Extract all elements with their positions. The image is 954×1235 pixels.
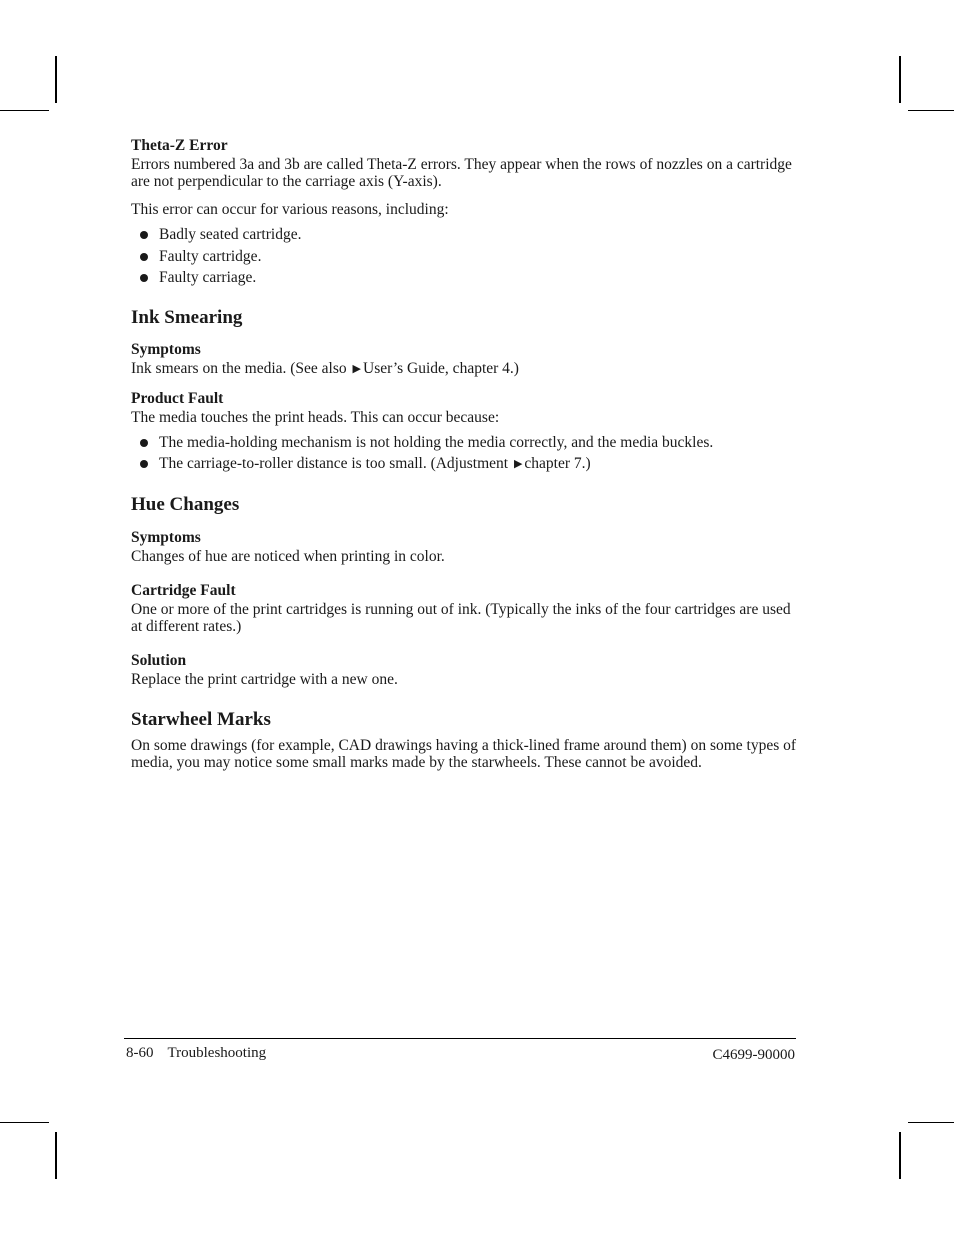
hue-symptoms-text: Changes of hue are noticed when printing in color. — [131, 547, 445, 565]
solution-heading: Solution — [131, 651, 187, 669]
section-name: Troubleshooting — [167, 1045, 267, 1061]
crop-mark — [55, 56, 57, 103]
ink-smearing-title: Ink Smearing — [131, 306, 243, 328]
footer-left — [126, 1045, 266, 1062]
list-item: Faulty carriage. — [131, 267, 801, 289]
bullet-icon — [140, 460, 148, 468]
bullet-icon — [140, 253, 148, 261]
crop-mark — [0, 110, 49, 111]
list-item: The carriage-to-roller distance is too small. (Adjustment ▶ chapter 7.) — [131, 453, 801, 476]
list-item: The media-holding mechanism is not holding the media correctly, and the media buckles. — [131, 432, 801, 454]
doc-number: C4699-90000 — [712, 1047, 795, 1063]
theta-z-reasons-intro: This error can occur for various reasons, including: — [131, 201, 449, 218]
pointer-arrow-icon: ▶ — [352, 362, 361, 375]
starwheel-marks-title: Starwheel Marks — [131, 708, 271, 730]
crop-mark — [899, 1132, 901, 1179]
hue-symptoms-heading: Symptoms — [131, 528, 201, 546]
product-fault-list — [131, 432, 801, 476]
crop-mark — [908, 110, 954, 111]
page-number: 8-60 — [126, 1045, 154, 1061]
list-item: Faulty cartridge. — [131, 246, 801, 268]
product-fault-text: The media touches the print heads. This can occur because: — [131, 408, 500, 426]
bullet-icon — [140, 231, 148, 239]
page-content — [131, 136, 801, 771]
solution-text: Replace the print cartridge with a new one. — [131, 670, 398, 688]
ink-smearing-symptoms-heading: Symptoms — [131, 340, 201, 358]
product-fault-heading: Product Fault — [131, 389, 224, 407]
cartridge-fault-text: One or more of the print cartridges is running out of ink. (Typically the inks of the four cartridges are used at different rates.) — [131, 600, 791, 635]
theta-z-heading: Theta-Z Error — [131, 137, 228, 154]
crop-mark — [899, 56, 901, 103]
bullet-icon — [140, 274, 148, 282]
crop-mark — [55, 1132, 57, 1179]
starwheel-marks-text: On some drawings (for example, CAD drawings having a thick-lined frame around them) on some types of media, you may notice some small marks made by the starwheels. These cannot be avoided. — [131, 736, 797, 771]
pointer-arrow-icon: ▶ — [513, 458, 523, 470]
crop-mark — [908, 1122, 954, 1123]
list-item: Badly seated cartridge. — [131, 224, 801, 246]
theta-z-reasons-list — [131, 224, 801, 289]
bullet-icon — [140, 439, 148, 447]
ink-smearing-symptoms-text: Ink smears on the media. (See also ▶ User’s Guide, chapter 4.) — [131, 359, 519, 377]
footer-rule — [124, 1038, 796, 1039]
crop-mark — [0, 1122, 49, 1123]
cartridge-fault-heading: Cartridge Fault — [131, 581, 236, 599]
theta-z-paragraph: Errors numbered 3a and 3b are called Theta-Z errors. They appear when the rows of nozzles on a cartridge are not perpendicular to the carriage axis (Y-axis). — [131, 156, 792, 190]
hue-changes-title: Hue Changes — [131, 493, 240, 515]
